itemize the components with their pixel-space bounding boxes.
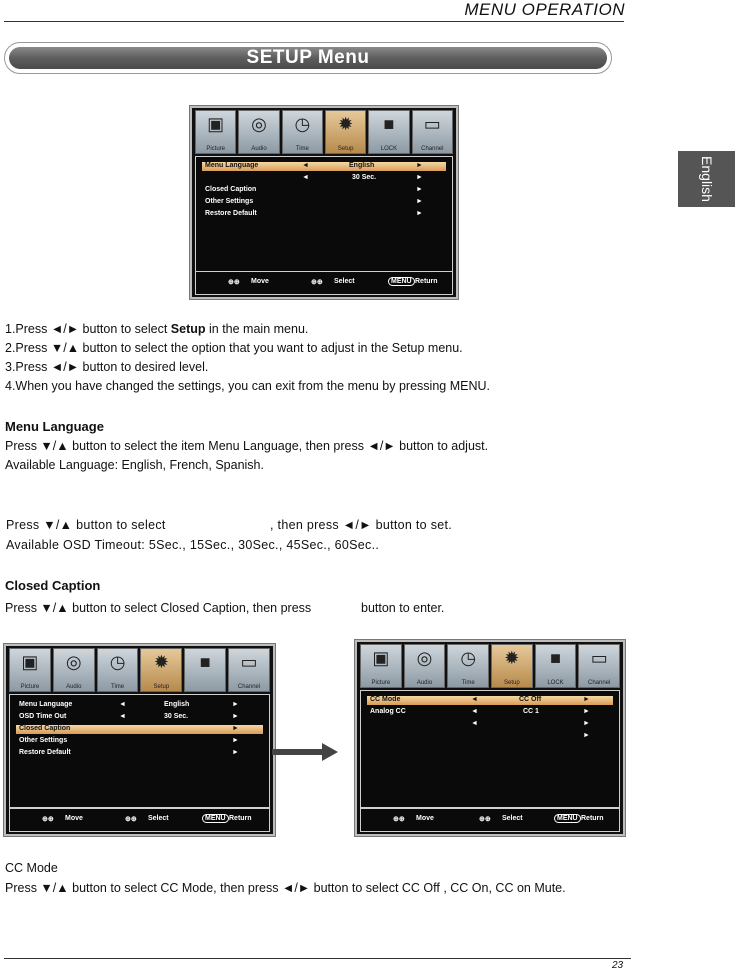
tab-time[interactable]: ◷ Time xyxy=(97,648,139,692)
menu-key-icon: MENU xyxy=(388,277,415,286)
menu-tab-bar xyxy=(195,110,453,154)
speaker-icon: ◎ xyxy=(416,648,433,668)
tab-picture[interactable]: ▣ Picture xyxy=(9,648,51,692)
tab-lock[interactable] xyxy=(184,648,226,692)
menu-footer: ⊕⊕ Move ⊕⊕ Select MENU Return xyxy=(9,808,270,832)
camera-icon: ▣ xyxy=(372,648,390,668)
up-down-icon: ⊕⊕ xyxy=(42,816,54,823)
menu-row-language[interactable]: Menu Language ◄ English ► xyxy=(19,701,239,708)
monitor-icon: ▭ xyxy=(240,652,258,672)
camera-icon: ▣ xyxy=(207,114,225,134)
tab-setup[interactable]: ✹ Setup xyxy=(140,648,182,692)
instruction-3: 3.Press ◄/► button to desired level. xyxy=(5,360,209,374)
monitor-icon: ▭ xyxy=(423,114,441,134)
gear-icon: ✹ xyxy=(338,114,354,134)
closed-caption-line-1b: button to enter. xyxy=(361,601,445,615)
left-arrow-icon: ◄ xyxy=(119,701,126,708)
lock-icon: ■ xyxy=(550,648,561,668)
menu-language-line-2: Available Language: English, French, Spanish. xyxy=(5,458,264,472)
right-arrow-icon: ► xyxy=(583,696,590,703)
gear-icon: ✹ xyxy=(504,648,520,668)
cc-mode-line-1: Press ▼/▲ button to select CC Mode, then press ◄/► button to select CC Off , CC On, CC on Mute. xyxy=(5,881,566,895)
footer-divider xyxy=(4,958,631,959)
banner-title: SETUP Menu xyxy=(246,47,370,68)
closed-caption-line-1a: Press ▼/▲ button to select Closed Caption, then press xyxy=(5,601,312,615)
right-arrow-icon: ► xyxy=(416,210,423,217)
right-arrow-icon: ► xyxy=(416,162,423,169)
tab-lock[interactable]: ■ LOCK xyxy=(535,644,577,688)
right-arrow-icon: ► xyxy=(583,720,590,727)
menu-list-panel xyxy=(360,690,620,808)
right-arrow-icon: ► xyxy=(232,749,239,756)
left-right-icon: ⊕⊕ xyxy=(311,279,323,286)
camera-icon: ▣ xyxy=(21,652,39,672)
left-right-icon: ⊕⊕ xyxy=(125,816,137,823)
menu-row-language[interactable]: Menu Language ◄ English ► xyxy=(202,162,446,171)
closed-caption-heading: Closed Caption xyxy=(5,578,101,593)
clock-icon: ◷ xyxy=(109,652,126,672)
menu-row-other-settings[interactable]: Other Settings ► xyxy=(205,198,423,205)
right-arrow-icon: ► xyxy=(416,174,423,181)
tab-picture[interactable]: ▣ Picture xyxy=(195,110,236,154)
right-arrow-icon: ► xyxy=(583,708,590,715)
menu-list-panel xyxy=(195,156,453,272)
right-arrow-icon: ► xyxy=(416,186,423,193)
tab-channel[interactable]: ▭ Channel xyxy=(578,644,620,688)
speaker-icon: ◎ xyxy=(65,652,82,672)
menu-language-line-1: Press ▼/▲ button to select the item Menu Language, then press ◄/► button to adjust. xyxy=(5,439,489,453)
left-arrow-icon: ◄ xyxy=(302,174,309,181)
tab-setup[interactable]: ✹ Setup xyxy=(325,110,366,154)
closed-caption-screen xyxy=(355,640,625,836)
menu-key-icon: MENU xyxy=(202,814,229,823)
left-arrow-icon: ◄ xyxy=(119,713,126,720)
osd-line-1b: , then press ◄/► button to set. xyxy=(270,518,453,532)
menu-row-cc-mode[interactable]: CC Mode ◄ CC Off ► xyxy=(367,696,613,705)
tab-audio[interactable]: ◎ Audio xyxy=(404,644,446,688)
right-arrow-icon: ► xyxy=(232,725,239,732)
left-arrow-icon: ◄ xyxy=(471,696,478,703)
clock-icon: ◷ xyxy=(460,648,477,668)
transition-arrow-icon xyxy=(272,743,338,761)
right-arrow-icon: ► xyxy=(232,713,239,720)
gear-icon: ✹ xyxy=(153,652,169,672)
menu-row-restore-default[interactable]: Restore Default ► xyxy=(205,210,423,217)
tab-audio[interactable]: ◎ Audio xyxy=(53,648,95,692)
instruction-2: 2.Press ▼/▲ button to select the option that you want to adjust in the Setup menu. xyxy=(5,341,463,355)
up-down-icon: ⊕⊕ xyxy=(393,816,405,823)
menu-row-closed-caption[interactable]: Closed Caption ► xyxy=(205,186,423,193)
left-arrow-icon: ◄ xyxy=(302,162,309,169)
right-arrow-icon: ► xyxy=(232,701,239,708)
menu-list-panel xyxy=(9,694,270,808)
tab-time[interactable]: ◷ Time xyxy=(282,110,323,154)
tab-lock[interactable]: ■ LOCK xyxy=(368,110,409,154)
menu-row-closed-caption[interactable]: Closed Caption ► xyxy=(16,725,263,734)
left-arrow-icon: ◄ xyxy=(471,708,478,715)
monitor-icon: ▭ xyxy=(590,648,608,668)
left-right-icon: ⊕⊕ xyxy=(479,816,491,823)
up-down-icon: ⊕⊕ xyxy=(228,279,240,286)
menu-footer: ⊕⊕ Move ⊕⊕ Select MENU Return xyxy=(195,271,453,295)
right-arrow-icon: ► xyxy=(232,737,239,744)
page-number: 23 xyxy=(612,960,624,971)
tab-picture[interactable]: ▣ Picture xyxy=(360,644,402,688)
menu-row-blank-2[interactable] xyxy=(367,732,613,741)
instruction-4: 4.When you have changed the settings, you can exit from the menu by pressing MENU. xyxy=(5,379,490,393)
osd-line-2: Available OSD Timeout: 5Sec., 15Sec., 30Sec., 45Sec., 60Sec.. xyxy=(6,538,380,552)
lock-icon: ■ xyxy=(383,114,395,134)
menu-tab-bar xyxy=(360,644,620,688)
right-arrow-icon: ► xyxy=(416,198,423,205)
menu-row-osd-timeout[interactable]: OSD Time Out ◄ 30 Sec. ► xyxy=(19,713,239,720)
tab-setup[interactable]: ✹ Setup xyxy=(491,644,533,688)
menu-key-icon: MENU xyxy=(554,814,581,823)
lock-icon: ■ xyxy=(199,652,211,672)
menu-row-osd-timeout[interactable]: ◄ 30 Sec. ► xyxy=(302,174,423,181)
left-arrow-icon: ◄ xyxy=(471,720,478,727)
language-tab-label: English xyxy=(698,156,715,202)
tab-audio[interactable]: ◎ Audio xyxy=(238,110,279,154)
setup-menu-screen-2 xyxy=(4,644,275,836)
osd-line-1a: Press ▼/▲ button to select xyxy=(6,518,166,532)
tab-time[interactable]: ◷ Time xyxy=(447,644,489,688)
right-arrow-icon: ► xyxy=(583,732,590,739)
instruction-1: 1.Press ◄/► button to select Setup in the main menu. xyxy=(5,322,309,336)
tab-channel[interactable]: ▭ Channel xyxy=(228,648,270,692)
tab-channel[interactable]: ▭ Channel xyxy=(412,110,453,154)
header-title: MENU OPERATION xyxy=(464,0,625,19)
menu-footer: ⊕⊕ Move ⊕⊕ Select MENU Return xyxy=(360,808,620,832)
menu-row-blank-1[interactable] xyxy=(367,720,613,729)
language-side-tab xyxy=(678,151,735,207)
clock-icon: ◷ xyxy=(294,114,311,134)
section-banner xyxy=(4,42,612,74)
menu-row-restore-default[interactable]: Restore Default ► xyxy=(19,749,239,756)
menu-row-other-settings[interactable]: Other Settings ► xyxy=(19,737,239,744)
menu-language-heading: Menu Language xyxy=(5,419,104,434)
cc-mode-heading: CC Mode xyxy=(5,861,58,875)
header-divider xyxy=(4,21,624,22)
menu-row-analog-cc[interactable]: Analog CC ◄ CC 1 ► xyxy=(370,708,590,715)
menu-tab-bar xyxy=(9,648,270,692)
setup-menu-screen-1 xyxy=(190,106,458,299)
speaker-icon: ◎ xyxy=(251,114,267,134)
